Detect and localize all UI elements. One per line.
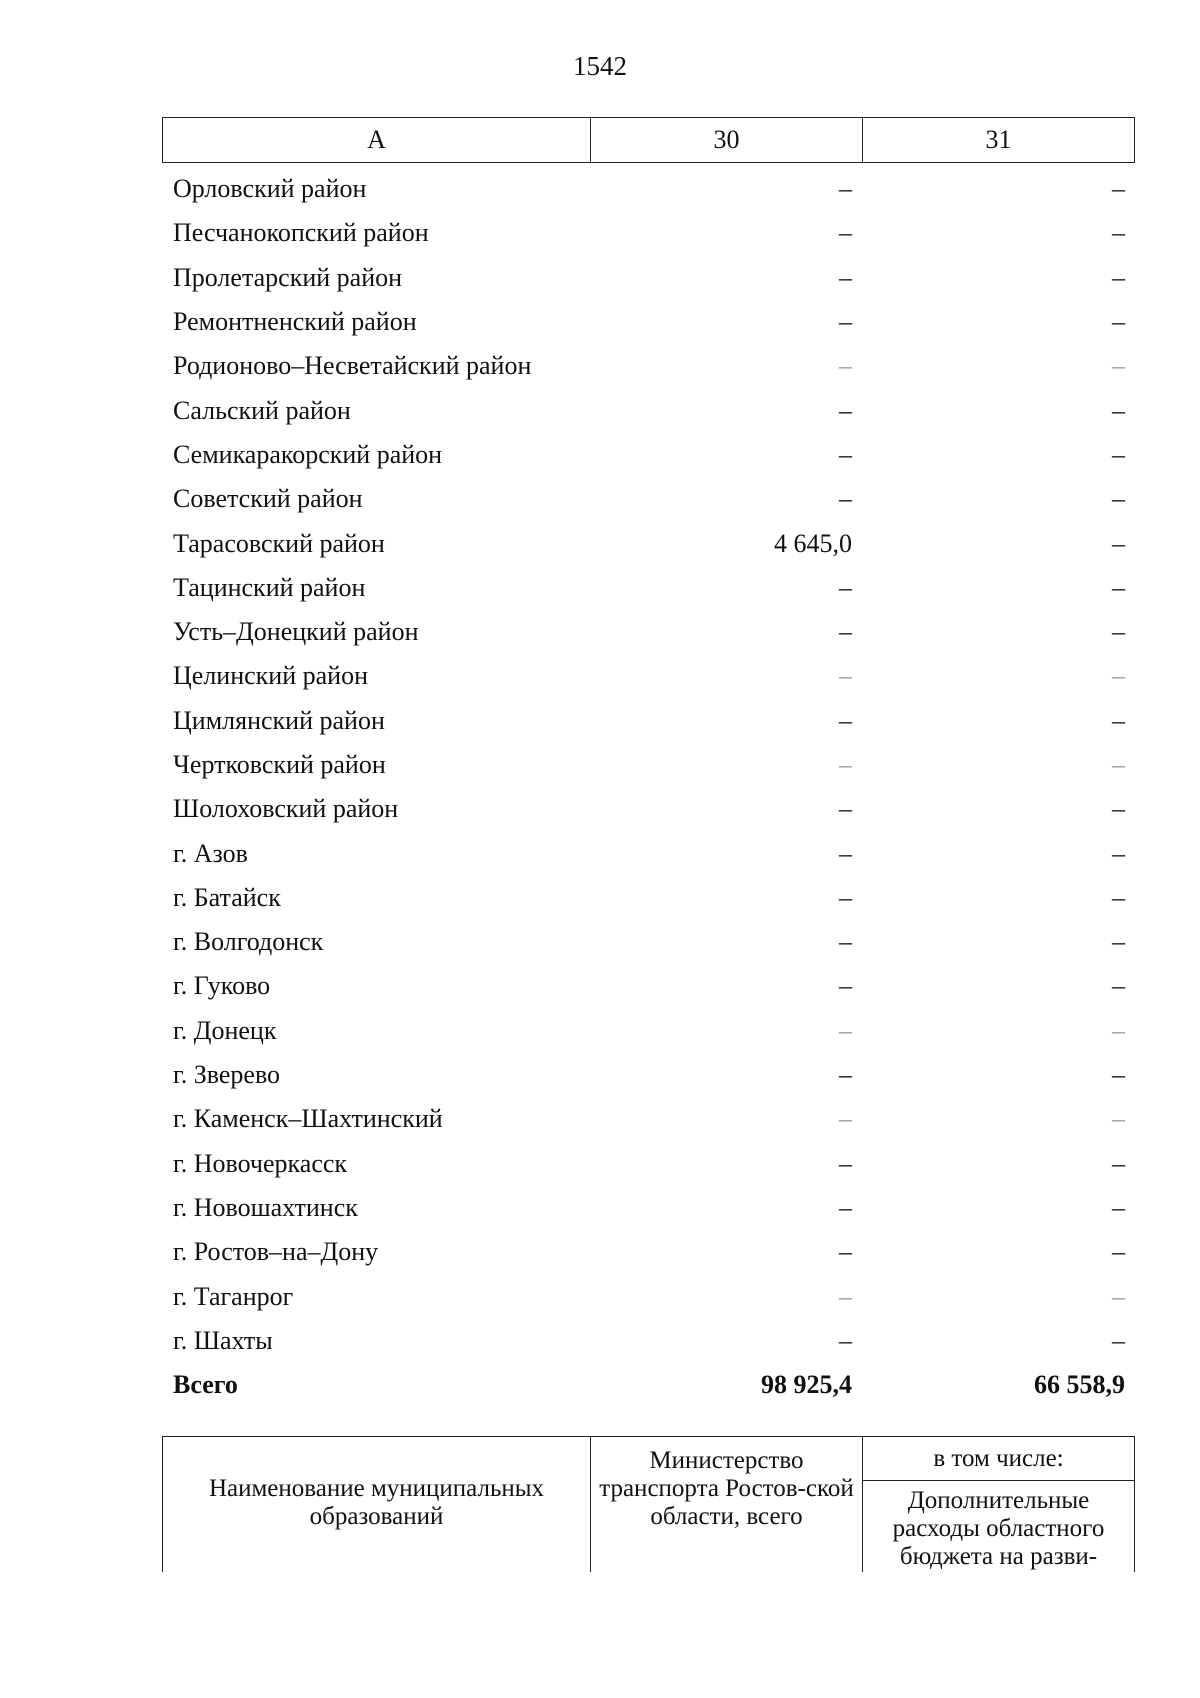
- table-row: [162, 1319, 1135, 1363]
- value-col-30: –: [839, 661, 852, 691]
- value-col-31: –: [1112, 395, 1125, 425]
- table-row: [162, 1274, 1135, 1318]
- value-col-30: –: [839, 1104, 852, 1134]
- table-row: [162, 1142, 1135, 1186]
- value-col-31: –: [1112, 971, 1125, 1001]
- municipality-name: Цимлянский район: [173, 705, 385, 735]
- municipality-name: г. Батайск: [173, 882, 281, 912]
- table-row: [162, 211, 1135, 255]
- value-col-30: –: [839, 882, 852, 912]
- value-col-30: –: [839, 1148, 852, 1178]
- value-col-30: –: [839, 927, 852, 957]
- value-col-31: –: [1112, 1325, 1125, 1355]
- next-table-header: [162, 1436, 1135, 1572]
- column-header-a: А: [163, 118, 591, 162]
- value-col-31: –: [1112, 661, 1125, 691]
- table-row: [162, 831, 1135, 875]
- value-col-30: –: [839, 484, 852, 514]
- municipality-name: Целинский район: [173, 661, 368, 691]
- municipality-name: г. Ростов–на–Дону: [173, 1237, 379, 1267]
- table-row: [162, 1230, 1135, 1274]
- value-col-30: –: [839, 1325, 852, 1355]
- value-col-30: –: [839, 705, 852, 735]
- table-row: [162, 1009, 1135, 1053]
- municipality-name: г. Азов: [173, 838, 248, 868]
- table-row: [162, 433, 1135, 477]
- table-row: [162, 388, 1135, 432]
- column-header-30: 30: [591, 118, 863, 162]
- table-row: [162, 743, 1135, 787]
- municipality-name: Пролетарский район: [173, 262, 403, 292]
- value-col-31: –: [1112, 617, 1125, 647]
- value-col-30: –: [839, 351, 852, 381]
- municipality-name: г. Зверево: [173, 1060, 281, 1090]
- value-col-30: –: [839, 395, 852, 425]
- value-col-30: –: [839, 1015, 852, 1045]
- value-col-31: –: [1112, 174, 1125, 204]
- value-col-31: –: [1112, 528, 1125, 558]
- value-col-31: –: [1112, 1192, 1125, 1222]
- table-row: [162, 787, 1135, 831]
- value-col-30: –: [839, 838, 852, 868]
- value-col-31: –: [1112, 927, 1125, 957]
- value-col-30: –: [839, 572, 852, 602]
- table-row: [162, 876, 1135, 920]
- next-header-additional-expenses: Дополнительные расходы областного бюджета на разви-: [892, 1487, 1105, 1570]
- value-col-31: –: [1112, 1281, 1125, 1311]
- municipality-name: Семикаракорский район: [173, 439, 443, 469]
- municipality-name: г. Таганрог: [173, 1281, 294, 1311]
- municipality-name: Сальский район: [173, 395, 351, 425]
- value-col-30: –: [839, 174, 852, 204]
- municipality-name: Чертковский район: [173, 750, 386, 779]
- municipality-name: г. Волгодонск: [173, 927, 324, 957]
- value-col-31: –: [1112, 794, 1125, 824]
- value-col-30: –: [839, 1237, 852, 1267]
- value-col-30: –: [839, 750, 852, 779]
- municipality-name: г. Донецк: [173, 1015, 277, 1045]
- value-col-30: –: [839, 971, 852, 1001]
- next-header-name-column: Наименование муниципальных образований: [163, 1437, 591, 1572]
- municipality-name: г. Новошахтинск: [173, 1192, 358, 1222]
- table-row: [162, 256, 1135, 300]
- value-col-30: –: [839, 439, 852, 469]
- value-col-30: 4 645,0: [774, 528, 852, 558]
- value-col-31: –: [1112, 1237, 1125, 1267]
- column-header-table: [162, 117, 1135, 163]
- value-col-31: –: [1112, 1060, 1125, 1090]
- table-row: [162, 344, 1135, 388]
- column-header-31: 31: [985, 125, 1012, 154]
- municipality-name: Родионово–Несветайский район: [173, 351, 532, 381]
- value-col-30: –: [839, 307, 852, 337]
- value-col-31: –: [1112, 1015, 1125, 1045]
- municipality-name: Всего: [173, 1370, 238, 1400]
- table-row: [162, 566, 1135, 610]
- value-col-31: –: [1112, 307, 1125, 337]
- value-col-30: –: [839, 262, 852, 292]
- municipality-name: Ремонтненский район: [173, 307, 417, 337]
- value-col-30: –: [839, 1192, 852, 1222]
- value-col-30: –: [839, 218, 852, 248]
- next-header-including-group: [863, 1437, 1134, 1572]
- value-col-31: –: [1112, 218, 1125, 248]
- value-col-31: –: [1112, 1104, 1125, 1134]
- value-col-30: 98 925,4: [761, 1370, 852, 1400]
- table-row: [162, 654, 1135, 698]
- table-row: [162, 610, 1135, 654]
- value-col-30: –: [839, 617, 852, 647]
- value-col-30: –: [839, 1060, 852, 1090]
- value-col-31: –: [1112, 705, 1125, 735]
- value-col-31: –: [1112, 838, 1125, 868]
- table-row: [162, 477, 1135, 521]
- table-row: [162, 964, 1135, 1008]
- value-col-31: –: [1112, 484, 1125, 514]
- municipality-name: Орловский район: [173, 174, 367, 204]
- page-number: 1542: [573, 51, 627, 81]
- municipality-name: Шолоховский район: [173, 794, 399, 824]
- municipality-name: г. Каменск–Шахтинский: [173, 1104, 443, 1134]
- total-row: [162, 1363, 1135, 1407]
- municipality-name: г. Гуково: [173, 971, 271, 1001]
- municipality-name: Тарасовский район: [173, 528, 385, 558]
- municipality-name: г. Шахты: [173, 1325, 273, 1355]
- next-header-ministry-column: Министерство транспорта Ростов-ской области, всего: [591, 1437, 863, 1572]
- value-col-31: –: [1112, 750, 1125, 779]
- value-col-31: –: [1112, 439, 1125, 469]
- value-col-31: –: [1112, 262, 1125, 292]
- table-row: [162, 300, 1135, 344]
- value-col-31: –: [1112, 351, 1125, 381]
- municipality-name: Советский район: [173, 484, 363, 514]
- table-row: [162, 699, 1135, 743]
- municipality-name: Усть–Донецкий район: [173, 617, 419, 647]
- table-row: [162, 521, 1135, 565]
- table-row: [162, 167, 1135, 211]
- table-row: [162, 920, 1135, 964]
- value-col-31: –: [1112, 1148, 1125, 1178]
- value-col-30: –: [839, 1281, 852, 1311]
- table-row: [162, 1186, 1135, 1230]
- table-row: [162, 1053, 1135, 1097]
- table-row: [162, 1097, 1135, 1141]
- value-col-31: 66 558,9: [1034, 1370, 1125, 1400]
- next-header-including-label: в том числе:: [863, 1437, 1134, 1481]
- municipality-name: Тацинский район: [173, 572, 366, 602]
- value-col-31: –: [1112, 572, 1125, 602]
- municipality-name: г. Новочеркасск: [173, 1148, 348, 1178]
- value-col-31: –: [1112, 882, 1125, 912]
- data-rows: [162, 167, 1135, 1407]
- value-col-30: –: [839, 794, 852, 824]
- municipality-name: Песчанокопский район: [173, 218, 429, 248]
